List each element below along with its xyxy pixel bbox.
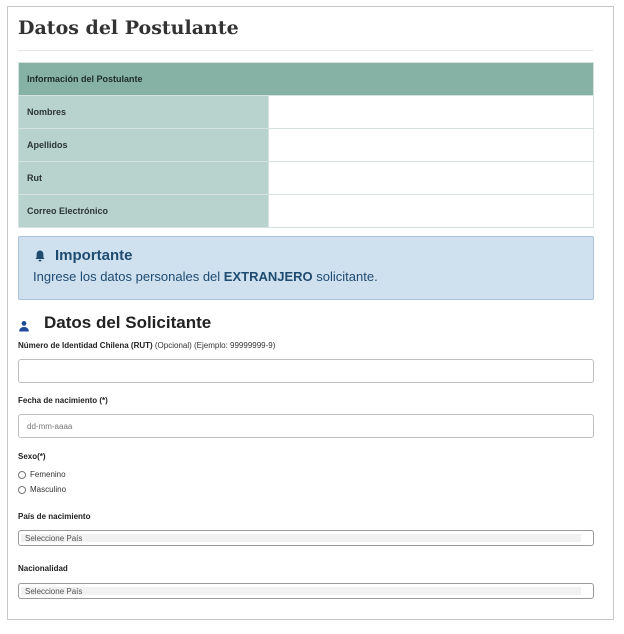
alert-title: Importante	[55, 247, 133, 264]
table-row	[19, 128, 593, 161]
rut-hint: (Opcional) (Ejemplo: 99999999-9)	[152, 341, 276, 350]
row-label-correo: Correo Electrónico	[19, 195, 268, 227]
row-value-correo	[268, 195, 593, 227]
sex-label: Sexo(*)	[18, 452, 46, 461]
nationality-selected: Seleccione País	[25, 586, 83, 596]
row-label-rut: Rut	[19, 162, 268, 194]
row-label-apellidos: Apellidos	[19, 129, 268, 161]
section-title-row	[18, 313, 211, 333]
applicant-info-table	[18, 62, 594, 228]
radio-label-masculino: Masculino	[30, 485, 67, 494]
birth-date-label: Fecha de nacimiento (*)	[18, 396, 108, 405]
row-value-apellidos	[268, 129, 593, 161]
radio-femenino[interactable]	[18, 471, 26, 479]
birth-country-selected: Seleccione País	[25, 533, 83, 543]
alert-message	[33, 269, 378, 284]
alert-title-row	[33, 247, 133, 264]
info-table-header: Información del Postulante	[19, 63, 593, 95]
section-title: Datos del Solicitante	[44, 313, 212, 332]
nationality-label: Nacionalidad	[18, 564, 68, 573]
table-row	[19, 161, 593, 194]
rut-input[interactable]	[18, 359, 594, 383]
table-row	[19, 95, 593, 128]
row-label-nombres: Nombres	[19, 96, 268, 128]
page-title: Datos del Postulante	[18, 17, 239, 39]
select-fill	[21, 587, 581, 595]
table-row	[19, 194, 593, 227]
title-divider	[18, 50, 593, 51]
birth-country-label: País de nacimiento	[18, 512, 91, 521]
radio-masculino[interactable]	[18, 486, 26, 494]
select-fill	[21, 534, 581, 542]
row-value-nombres	[268, 96, 593, 128]
nationality-select[interactable]	[18, 583, 594, 599]
row-value-rut	[268, 162, 593, 194]
birth-date-input[interactable]	[18, 414, 594, 438]
bell-icon	[33, 249, 47, 263]
rut-label-text: Número de Identidad Chilena (RUT)	[18, 341, 153, 350]
radio-option-femenino[interactable]	[18, 470, 66, 479]
alert-text-after: solicitante.	[312, 269, 378, 284]
radio-label-femenino: Femenino	[30, 470, 66, 479]
form-container	[7, 6, 614, 620]
important-alert	[18, 236, 594, 300]
alert-text-before: Ingrese los datos personales del	[33, 269, 224, 284]
birth-country-select[interactable]	[18, 530, 594, 546]
user-icon	[18, 317, 30, 329]
rut-label	[18, 341, 275, 350]
radio-option-masculino[interactable]	[18, 485, 66, 494]
alert-text-bold: EXTRANJERO	[223, 269, 313, 284]
